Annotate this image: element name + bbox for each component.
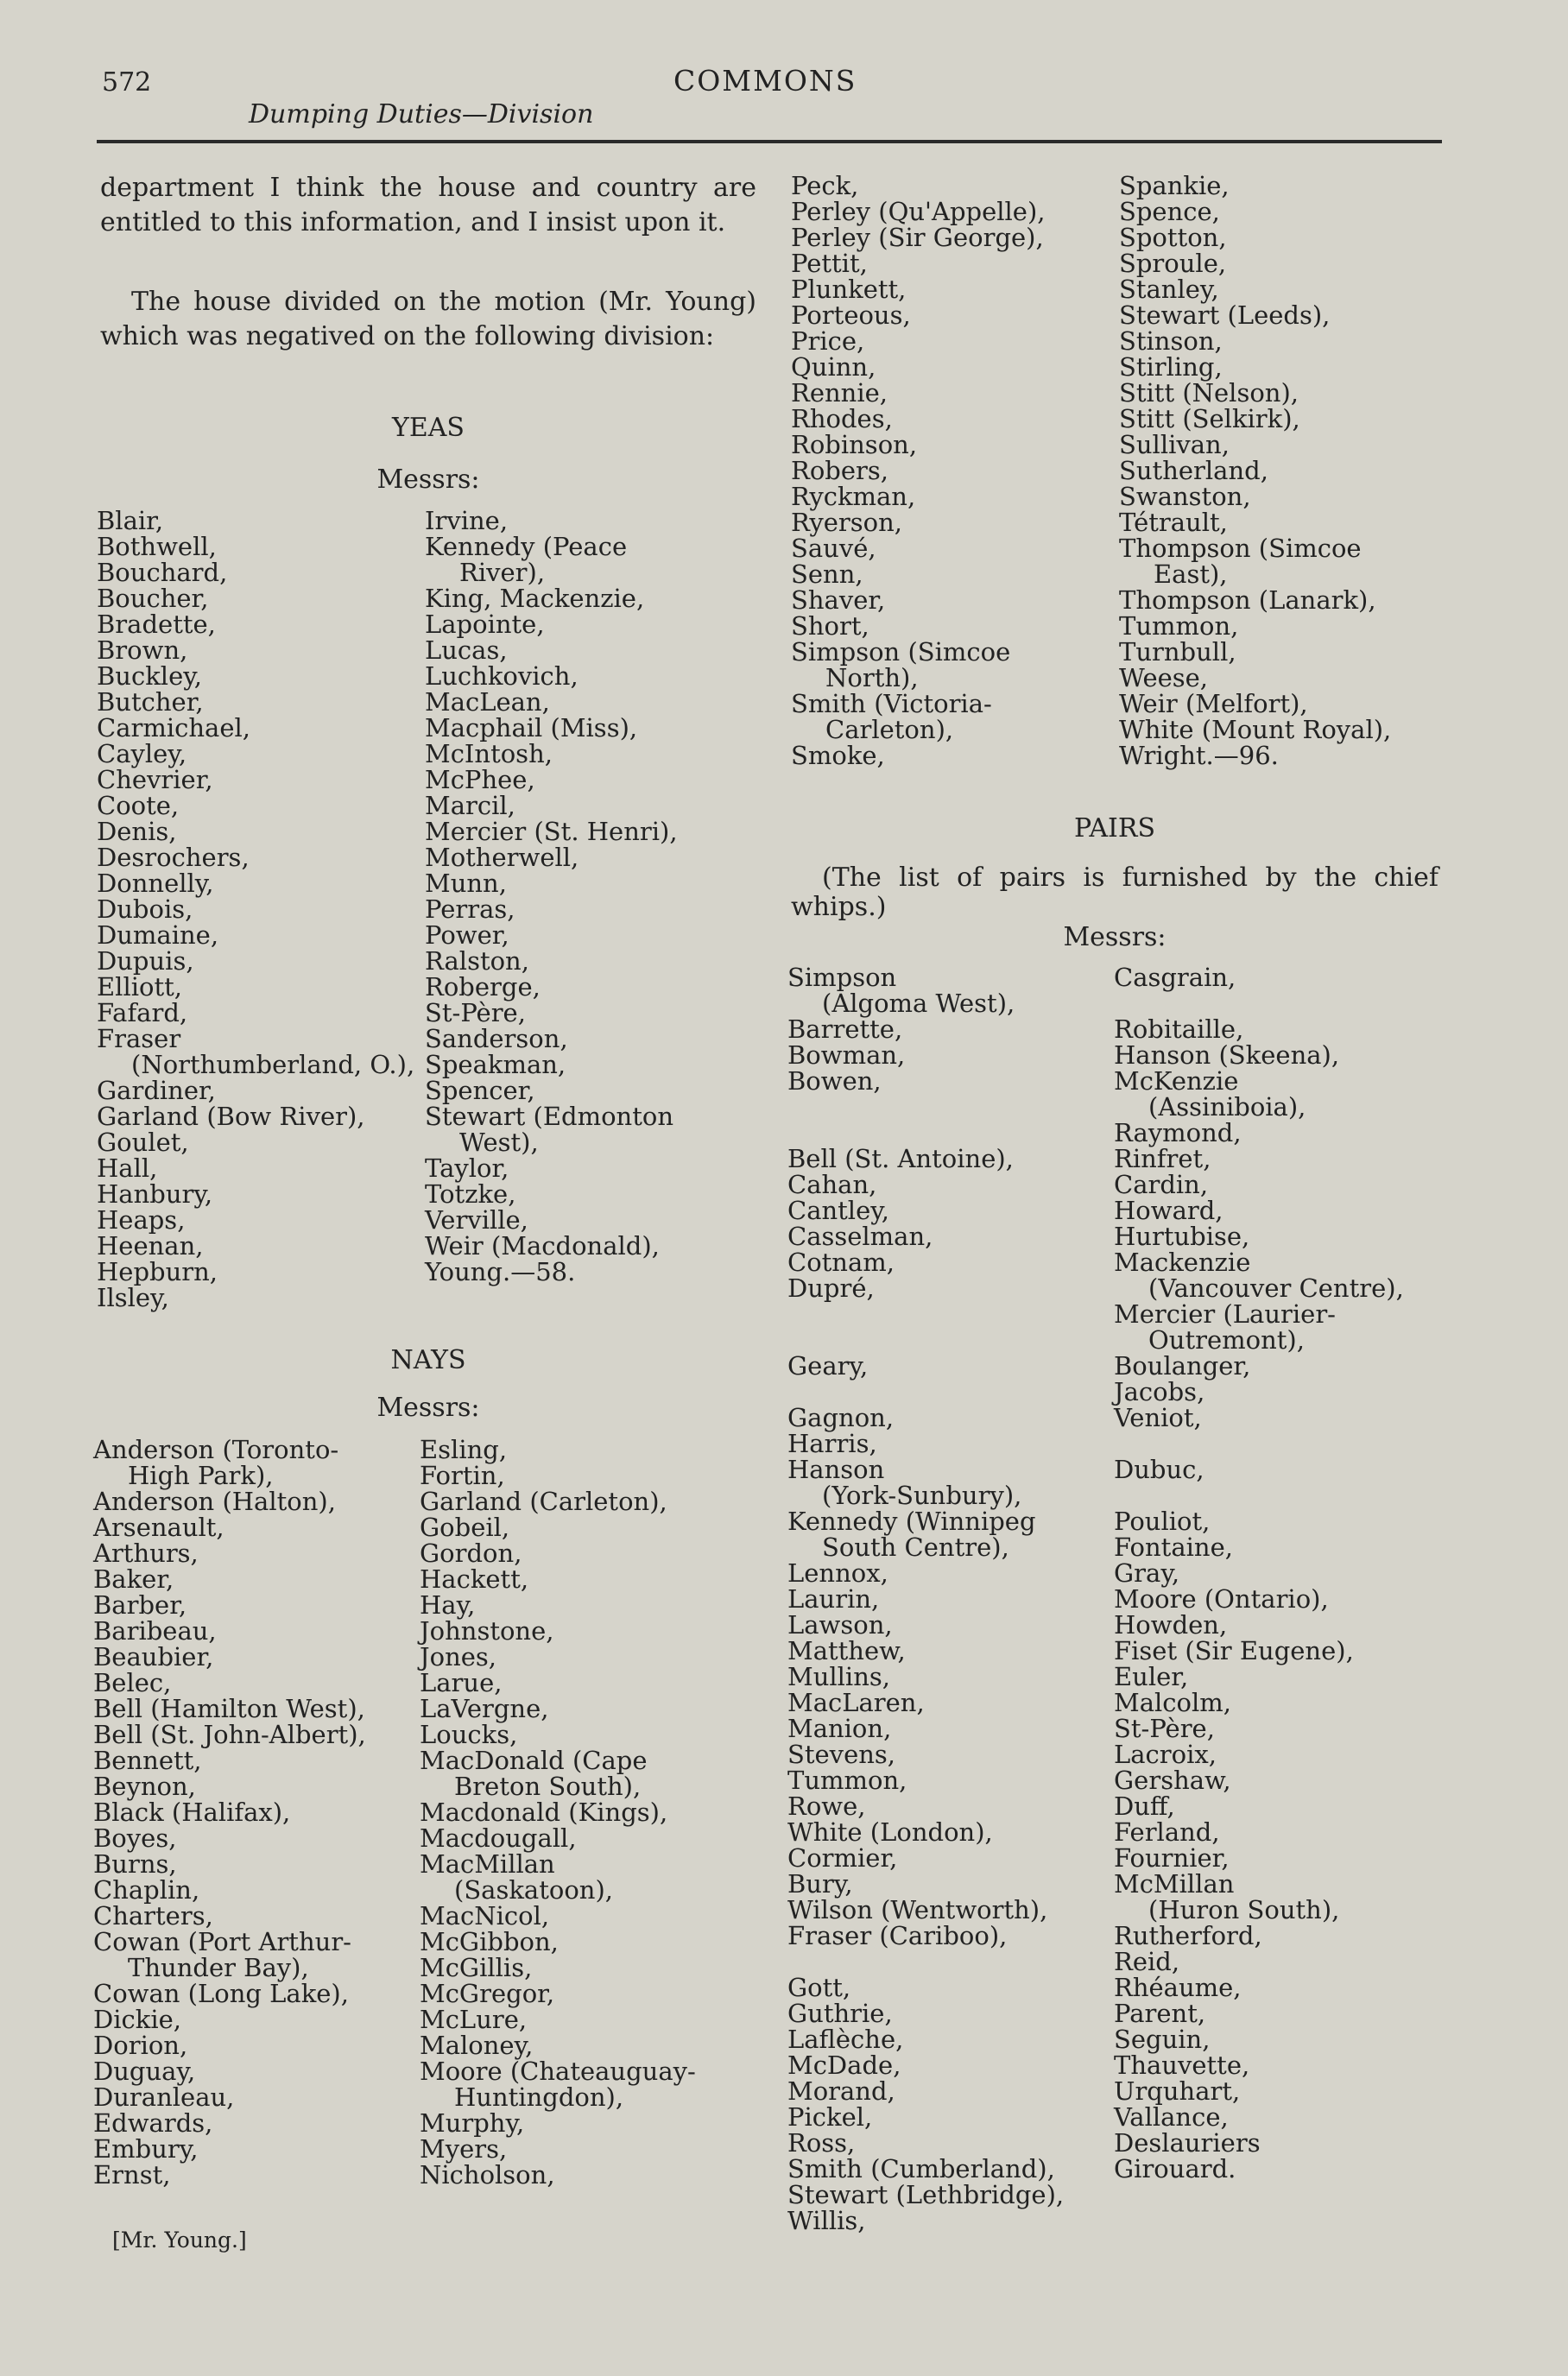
member-name: White (London), <box>787 1817 993 1847</box>
member-name: Butcher, <box>97 687 204 717</box>
member-name: Veniot, <box>1114 1403 1202 1432</box>
member-name: Spence, <box>1119 197 1220 226</box>
member-name: Simpson (Simcoe <box>791 637 1011 667</box>
member-name: Sullivan, <box>1119 430 1230 459</box>
member-name: Sanderson, <box>425 1024 568 1053</box>
member-name: Arsenault, <box>93 1513 224 1542</box>
member-name: St-Père, <box>1114 1714 1215 1743</box>
member-name: Chaplin, <box>93 1875 200 1905</box>
member-name <box>1114 1482 1404 1508</box>
member-name: Guthrie, <box>787 1999 893 2028</box>
member-name: Spankie, <box>1119 171 1230 200</box>
member-name: Jones, <box>420 1642 497 1671</box>
member-name: Weir (Macdonald), <box>425 1231 660 1261</box>
member-name: Anderson (Toronto- <box>93 1435 339 1464</box>
member-name: High Park), <box>128 1461 274 1490</box>
member-name: Bell (Hamilton West), <box>93 1694 365 1723</box>
division-paragraph: The house divided on the motion (Mr. Young) which was negatived on the following division: <box>100 287 756 351</box>
member-name: Ryerson, <box>791 508 902 537</box>
member-name: Hurtubise, <box>1114 1222 1250 1251</box>
member-name: Stevens, <box>787 1740 896 1769</box>
member-name: Parent, <box>1114 1999 1206 2028</box>
member-name: Dupuis, <box>97 946 194 976</box>
member-name: (Vancouver Centre), <box>1148 1273 1404 1303</box>
member-name: Carmichael, <box>97 713 250 742</box>
member-name: Geary, <box>787 1351 869 1381</box>
member-name: Fontaine, <box>1114 1532 1233 1562</box>
member-name: McGillis, <box>420 1953 533 1982</box>
member-name: Boyes, <box>93 1823 177 1853</box>
member-name: McKenzie <box>1114 1066 1239 1096</box>
member-name: Bury, <box>787 1869 853 1899</box>
running-title: COMMONS <box>673 64 857 98</box>
member-name: Cormier, <box>787 1843 898 1873</box>
member-name: Perley (Qu'Appelle), <box>791 197 1046 226</box>
member-name: Marcil, <box>425 791 515 820</box>
member-name: (Algoma West), <box>822 989 1015 1018</box>
member-name: Bowen, <box>787 1066 882 1096</box>
member-name: McMillan <box>1114 1869 1235 1899</box>
member-name: McIntosh, <box>425 739 553 768</box>
member-name: McGregor, <box>420 1979 555 2008</box>
member-name: Rhéaume, <box>1114 1973 1242 2002</box>
member-name: Maloney, <box>420 2031 534 2060</box>
nays-messrs: Messrs: <box>376 1393 480 1423</box>
member-name: Dubuc, <box>1114 1455 1204 1484</box>
member-name: Lapointe, <box>425 610 545 639</box>
footer-speaker: [Mr. Young.] <box>112 2228 247 2253</box>
member-name: Tétrault, <box>1119 508 1228 537</box>
member-name: Laflèche, <box>787 2025 904 2054</box>
member-name: Urquhart, <box>1114 2076 1241 2106</box>
member-name: Stinson, <box>1119 326 1223 356</box>
member-name: Bennett, <box>93 1746 202 1775</box>
member-name: Gray, <box>1114 1558 1180 1588</box>
member-name: Ryckman, <box>791 482 916 511</box>
member-name: Duguay, <box>93 2057 196 2086</box>
member-name: Shaver, <box>791 585 886 615</box>
member-name: East), <box>1154 559 1228 589</box>
member-name: Peck, <box>791 171 859 200</box>
member-name: Mackenzie <box>1114 1248 1251 1277</box>
member-name: Macphail (Miss), <box>425 713 638 742</box>
member-name: Stewart (Edmonton <box>425 1102 674 1131</box>
member-name: Casselman, <box>787 1222 933 1251</box>
yeas-heading: YEAS <box>392 413 465 443</box>
member-name: Gobeil, <box>420 1513 510 1542</box>
member-name: Spotton, <box>1119 223 1227 252</box>
member-name: Ross, <box>787 2128 856 2158</box>
member-name: Hackett, <box>420 1564 529 1594</box>
member-name: Jacobs, <box>1114 1377 1205 1406</box>
member-name <box>787 1327 1064 1353</box>
member-name: Verville, <box>425 1205 528 1235</box>
member-name: Wilson (Wentworth), <box>787 1895 1048 1924</box>
member-name: Wright.—96. <box>1119 741 1279 770</box>
member-name: Young.—58. <box>425 1257 576 1286</box>
member-name: Luchkovich, <box>425 661 579 691</box>
member-name: Bell (St. Antoine), <box>787 1144 1014 1173</box>
member-name: MacNicol, <box>420 1901 550 1930</box>
member-name: Boulanger, <box>1114 1351 1251 1381</box>
member-name: Barrette, <box>787 1014 903 1044</box>
member-name: Fournier, <box>1114 1843 1230 1873</box>
member-name: Smith (Cumberland), <box>787 2154 1055 2183</box>
member-name: Rowe, <box>787 1791 866 1821</box>
member-name: Casgrain, <box>1114 963 1236 992</box>
member-name: Kennedy (Peace <box>425 532 628 561</box>
member-name <box>787 1301 1064 1327</box>
pairs-list-col2 <box>1114 964 1404 2182</box>
member-name: MacLaren, <box>787 1688 925 1717</box>
member-name: Totzke, <box>425 1179 516 1209</box>
member-name: Gardiner, <box>97 1076 216 1105</box>
member-name <box>1114 1431 1404 1457</box>
member-name: Smoke, <box>791 741 885 770</box>
member-name: Elliott, <box>97 972 182 1002</box>
member-name: West), <box>459 1128 539 1157</box>
member-name: Rinfret, <box>1114 1144 1211 1173</box>
member-name: (Huron South), <box>1148 1895 1340 1924</box>
member-name: Irvine, <box>425 506 509 535</box>
member-name: McPhee, <box>425 765 535 794</box>
pairs-note: (The list of pairs is furnished by the chief whips.) <box>791 863 1438 922</box>
member-name: Beynon, <box>93 1772 196 1801</box>
member-name: Roberge, <box>425 972 541 1002</box>
member-name: Harris, <box>787 1429 877 1458</box>
member-name: South Centre), <box>822 1532 1009 1562</box>
member-name: Bothwell, <box>97 532 217 561</box>
member-name: Thunder Bay), <box>128 1953 309 1982</box>
member-name: Hepburn, <box>97 1257 218 1286</box>
member-name: Hay, <box>420 1590 476 1620</box>
member-name: Bell (St. John-Albert), <box>93 1720 366 1749</box>
member-name: Thompson (Simcoe <box>1119 534 1362 563</box>
member-name: Tummon, <box>787 1766 907 1795</box>
member-name: Sproule, <box>1119 249 1227 278</box>
member-name: Power, <box>425 920 509 950</box>
member-name: Plunkett, <box>791 275 907 304</box>
member-name: Bradette, <box>97 610 216 639</box>
member-name: Reid, <box>1114 1947 1180 1976</box>
header-rule <box>97 140 1442 143</box>
member-name: Hanbury, <box>97 1179 213 1209</box>
member-name <box>1114 990 1404 1016</box>
member-name: Moore (Chateauguay- <box>420 2057 696 2086</box>
member-name: Cotnam, <box>787 1248 895 1277</box>
member-name: Heaps, <box>97 1205 186 1235</box>
member-name: Ralston, <box>425 946 529 976</box>
yeas-messrs: Messrs: <box>376 464 480 495</box>
member-name: Perras, <box>425 894 515 924</box>
member-name: Baribeau, <box>93 1616 217 1646</box>
member-name: Moore (Ontario), <box>1114 1584 1329 1614</box>
member-name: Edwards, <box>93 2108 213 2138</box>
member-name: Weese, <box>1119 663 1209 692</box>
member-name: White (Mount Royal), <box>1119 715 1392 744</box>
member-name <box>787 1949 1064 1975</box>
member-name: Cowan (Long Lake), <box>93 1979 349 2008</box>
member-name: Lacroix, <box>1114 1740 1217 1769</box>
pairs-heading: PAIRS <box>1073 813 1156 844</box>
member-name: Simpson <box>787 963 897 992</box>
member-name: Denis, <box>97 817 177 846</box>
member-name: (Northumberland, O.), <box>131 1050 415 1079</box>
member-name: Sutherland, <box>1119 456 1268 485</box>
member-name: Speakman, <box>425 1050 566 1079</box>
member-name: Burns, <box>93 1849 177 1879</box>
member-name: Gershaw, <box>1114 1766 1231 1795</box>
member-name: Barber, <box>93 1590 187 1620</box>
nays-list-col1 <box>93 1437 366 2188</box>
member-name: Desrochers, <box>97 843 250 872</box>
member-name <box>787 1094 1064 1120</box>
member-name: Stewart (Leeds), <box>1119 300 1331 330</box>
member-name: Charters, <box>93 1901 213 1930</box>
member-name: Kennedy (Winnipeg <box>787 1507 1036 1536</box>
member-name: Hanson (Skeena), <box>1114 1040 1340 1070</box>
member-name: Dupré, <box>787 1273 875 1303</box>
member-name: Laurin, <box>787 1584 880 1614</box>
member-name: Pickel, <box>787 2102 873 2132</box>
member-name: Porteous, <box>791 300 911 330</box>
member-name: River), <box>459 558 546 587</box>
member-name: Arthurs, <box>93 1539 199 1568</box>
member-name: Duff, <box>1114 1791 1175 1821</box>
member-name: Quinn, <box>791 352 876 382</box>
member-name: Howden, <box>1114 1610 1228 1640</box>
member-name: Raymond, <box>1114 1118 1242 1147</box>
member-name: Stitt (Selkirk), <box>1119 404 1300 433</box>
member-name: Embury, <box>93 2134 199 2164</box>
member-name: Girouard. <box>1114 2154 1236 2183</box>
member-name: Black (Halifax), <box>93 1798 291 1827</box>
member-name: Duranleau, <box>93 2082 235 2112</box>
member-name: Larue, <box>420 1668 503 1697</box>
pairs-list-col1 <box>787 964 1064 2234</box>
member-name: Mercier (St. Henri), <box>425 817 678 846</box>
nays-list-col3 <box>791 173 1046 768</box>
member-name: MacDonald (Cape <box>420 1746 648 1775</box>
member-name: Nicholson, <box>420 2160 555 2190</box>
member-name: Motherwell, <box>425 843 579 872</box>
section-subtitle: Dumping Duties—Division <box>249 99 594 130</box>
member-name: Cowan (Port Arthur- <box>93 1927 351 1956</box>
member-name: Sauvé, <box>791 534 876 563</box>
member-name: Dickie, <box>93 2005 181 2034</box>
member-name: Esling, <box>420 1435 508 1464</box>
member-name: Fraser <box>97 1024 181 1053</box>
member-name: Huntingdon), <box>454 2082 624 2112</box>
member-name: Perley (Sir George), <box>791 223 1044 252</box>
member-name: Rennie, <box>791 378 888 408</box>
member-name: Chevrier, <box>97 765 213 794</box>
member-name: Cardin, <box>1114 1170 1209 1199</box>
member-name: Beaubier, <box>93 1642 214 1671</box>
member-name: Boucher, <box>97 584 209 613</box>
member-name: (Assiniboia), <box>1148 1092 1306 1122</box>
member-name: Manion, <box>787 1714 892 1743</box>
member-name: Coote, <box>97 791 180 820</box>
member-name: Blair, <box>97 506 164 535</box>
member-name: Euler, <box>1114 1662 1189 1691</box>
member-name: Garland (Bow River), <box>97 1102 365 1131</box>
member-name: Hall, <box>97 1153 158 1183</box>
member-name: Carleton), <box>825 715 954 744</box>
member-name: Price, <box>791 326 865 356</box>
intro-paragraph: department I think the house and country are entitled to this information, and I insist upon it. <box>100 173 756 237</box>
member-name: Tummon, <box>1119 611 1239 641</box>
member-name: Pouliot, <box>1114 1507 1211 1536</box>
member-name: Fraser (Cariboo), <box>787 1921 1008 1950</box>
yeas-list-col2 <box>425 508 678 1285</box>
member-name: Cayley, <box>97 739 187 768</box>
member-name: Robitaille, <box>1114 1014 1244 1044</box>
member-name: Weir (Melfort), <box>1119 689 1308 718</box>
member-name: Munn, <box>425 869 507 898</box>
member-name: Swanston, <box>1119 482 1251 511</box>
member-name: Donnelly, <box>97 869 214 898</box>
member-name: Belec, <box>93 1668 172 1697</box>
member-name: Breton South), <box>454 1772 642 1801</box>
member-name: Buckley, <box>97 661 202 691</box>
member-name <box>787 1120 1064 1146</box>
member-name: Anderson (Halton), <box>93 1487 336 1516</box>
member-name: Stewart (Lethbridge), <box>787 2180 1065 2209</box>
member-name: Lennox, <box>787 1558 888 1588</box>
member-name: Macdougall, <box>420 1823 577 1853</box>
member-name: Seguin, <box>1114 2025 1211 2054</box>
member-name: Dorion, <box>93 2031 188 2060</box>
member-name: McDade, <box>787 2051 901 2080</box>
member-name: Loucks, <box>420 1720 518 1749</box>
member-name: McGibbon, <box>420 1927 559 1956</box>
member-name: Ferland, <box>1114 1817 1220 1847</box>
member-name: Heenan, <box>97 1231 204 1261</box>
member-name: (Saskatoon), <box>454 1875 613 1905</box>
member-name: Rhodes, <box>791 404 893 433</box>
member-name: Gordon, <box>420 1539 522 1568</box>
member-name: Gagnon, <box>787 1403 895 1432</box>
member-name: Garland (Carleton), <box>420 1487 667 1516</box>
member-name: Baker, <box>93 1564 174 1594</box>
member-name: Stanley, <box>1119 275 1219 304</box>
member-name: Vallance, <box>1114 2102 1229 2132</box>
member-name: Senn, <box>791 559 863 589</box>
member-name: Deslauriers <box>1114 2128 1261 2158</box>
member-name: Mercier (Laurier- <box>1114 1299 1336 1329</box>
member-name: Lawson, <box>787 1610 893 1640</box>
member-name: Matthew, <box>787 1636 906 1665</box>
member-name: Howard, <box>1114 1196 1223 1225</box>
member-name <box>787 1379 1064 1405</box>
member-name: Thompson (Lanark), <box>1119 585 1376 615</box>
member-name: Lucas, <box>425 635 508 665</box>
member-name: Fiset (Sir Eugene), <box>1114 1636 1354 1665</box>
member-name: North), <box>825 663 919 692</box>
member-name: Willis, <box>787 2206 866 2235</box>
nays-heading: NAYS <box>390 1345 466 1375</box>
member-name: Fafard, <box>97 998 188 1027</box>
member-name: Bowman, <box>787 1040 906 1070</box>
member-name: Dubois, <box>97 894 193 924</box>
member-name: MacMillan <box>420 1849 555 1879</box>
member-name: Ernst, <box>93 2160 171 2190</box>
member-name: Mullins, <box>787 1662 890 1691</box>
member-name: Morand, <box>787 2076 895 2106</box>
member-name: Bouchard, <box>97 558 228 587</box>
member-name: Robinson, <box>791 430 918 459</box>
member-name: Dumaine, <box>97 920 219 950</box>
member-name: Stirling, <box>1119 352 1223 382</box>
member-name: Stitt (Nelson), <box>1119 378 1299 408</box>
nays-list-col4 <box>1119 173 1391 768</box>
member-name: Goulet, <box>97 1128 189 1157</box>
pairs-messrs: Messrs: <box>1063 922 1167 952</box>
member-name: Gott, <box>787 1973 851 2002</box>
member-name: Outremont), <box>1148 1325 1305 1355</box>
member-name: LaVergne, <box>420 1694 549 1723</box>
member-name: Ilsley, <box>97 1283 169 1312</box>
member-name: Malcolm, <box>1114 1688 1231 1717</box>
member-name: Taylor, <box>425 1153 509 1183</box>
member-name: Cantley, <box>787 1196 889 1225</box>
member-name: Smith (Victoria- <box>791 689 992 718</box>
member-name: Spencer, <box>425 1076 535 1105</box>
member-name: St-Père, <box>425 998 526 1027</box>
member-name: (York-Sunbury), <box>822 1481 1022 1510</box>
member-name: Rutherford, <box>1114 1921 1262 1950</box>
member-name: Fortin, <box>420 1461 505 1490</box>
page-number: 572 <box>102 67 152 98</box>
member-name: McLure, <box>420 2005 528 2034</box>
member-name: Short, <box>791 611 869 641</box>
member-name: Turnbull, <box>1119 637 1236 667</box>
member-name: Brown, <box>97 635 188 665</box>
member-name: King, Mackenzie, <box>425 584 645 613</box>
member-name: Myers, <box>420 2134 508 2164</box>
member-name: Macdonald (Kings), <box>420 1798 668 1827</box>
member-name: Pettit, <box>791 249 868 278</box>
member-name: MacLean, <box>425 687 550 717</box>
member-name: Murphy, <box>420 2108 525 2138</box>
member-name: Thauvette, <box>1114 2051 1250 2080</box>
member-name: Hanson <box>787 1455 885 1484</box>
member-name: Robers, <box>791 456 888 485</box>
member-name: Cahan, <box>787 1170 877 1199</box>
member-name: Johnstone, <box>420 1616 554 1646</box>
yeas-list-col1 <box>97 508 414 1311</box>
nays-list-col2 <box>420 1437 696 2188</box>
